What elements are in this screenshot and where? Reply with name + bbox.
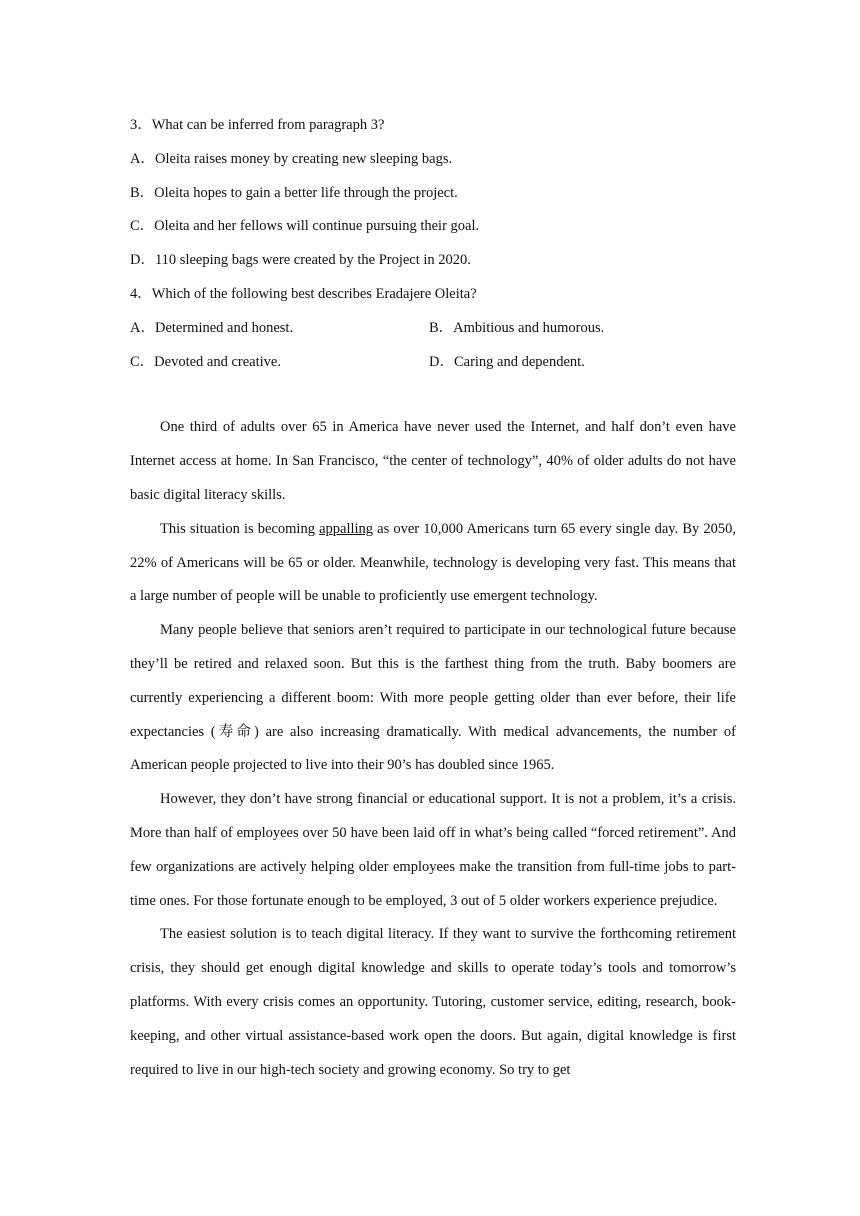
passage-paragraph-4: However, they don’t have strong financial or educational support. It is not a problem, it’s a crisis. More than half of employees over 50 have been laid off in what’s being called “forced retirement”. And few organizations are actively helping older employees make the transition from full-time jobs to part-time ones. For those fortunate enough to be employed, 3 out of 5 older workers experience prejudice. [130, 791, 736, 909]
passage-paragraph-1: One third of adults over 65 in America have never used the Internet, and half don’t even have Internet access at home. In San Francisco, “the center of technology”, 40% of older adults do not have basic digital literacy skills. [130, 419, 736, 503]
question-3 [130, 109, 736, 278]
question-3-stem: 3．What can be inferred from paragraph 3? [130, 117, 385, 133]
question-4-options-row-1 [130, 312, 736, 346]
question-4-option-c: C．Devoted and creative. [130, 353, 281, 370]
document-page [130, 109, 736, 1087]
question-3-option-b: B．Oleita hopes to gain a better life through the project. [130, 184, 458, 201]
underlined-word: appalling [319, 520, 374, 537]
question-4-stem: 4．Which of the following best describes Eradajere Oleita? [130, 285, 477, 302]
question-4-option-b: B．Ambitious and humorous. [429, 319, 605, 336]
question-4-option-d: D．Caring and dependent. [429, 353, 585, 370]
passage-paragraph-5: The easiest solution is to teach digital literacy. If they want to survive the forthcoming retirement crisis, they should get enough digital knowledge and skills to operate today’s tools and tomorrow’s platforms. With every crisis comes an opportunity. Tutoring, customer service, editing, research, book-keeping, and other virtual assistance-based work open the doors. But again, digital knowledge is first required to live in our high-tech society and growing economy. So try to get [130, 926, 736, 1078]
question-3-option-d: D．110 sleeping bags were created by the Project in 2020. [130, 252, 471, 269]
paragraph-2-text-end: as over 10,000 Americans turn 65 every single day. By 2050, 22% of Americans will be 65 or older. Meanwhile, technology is developing very fast. This means that a large number of people will be unable to proficiently use emergent technology. [130, 520, 736, 605]
question-3-option-a: A．Oleita raises money by creating new sleeping bags. [130, 150, 453, 167]
question-3-option-c: C．Oleita and her fellows will continue pursuing their goal. [130, 218, 480, 235]
paragraph-2-text-start: This situation is becoming [160, 520, 320, 537]
question-4-options-row-2 [130, 346, 736, 380]
question-4 [130, 278, 736, 379]
passage-paragraph-3: Many people believe that seniors aren’t required to participate in our technological future because they’ll be retired and relaxed soon. But this is the farthest thing from the truth. Baby boomers are currently experiencing a different boom: With more people getting older than ever before, their life expectancies (寿命) are also increasing dramatically. With medical advancements, the number of American people projected to live into their 90’s has doubled since 1965. [130, 622, 736, 774]
passage-paragraph-2 [130, 513, 736, 614]
reading-passage [130, 411, 736, 1087]
question-4-option-a: A．Determined and honest. [130, 319, 294, 336]
